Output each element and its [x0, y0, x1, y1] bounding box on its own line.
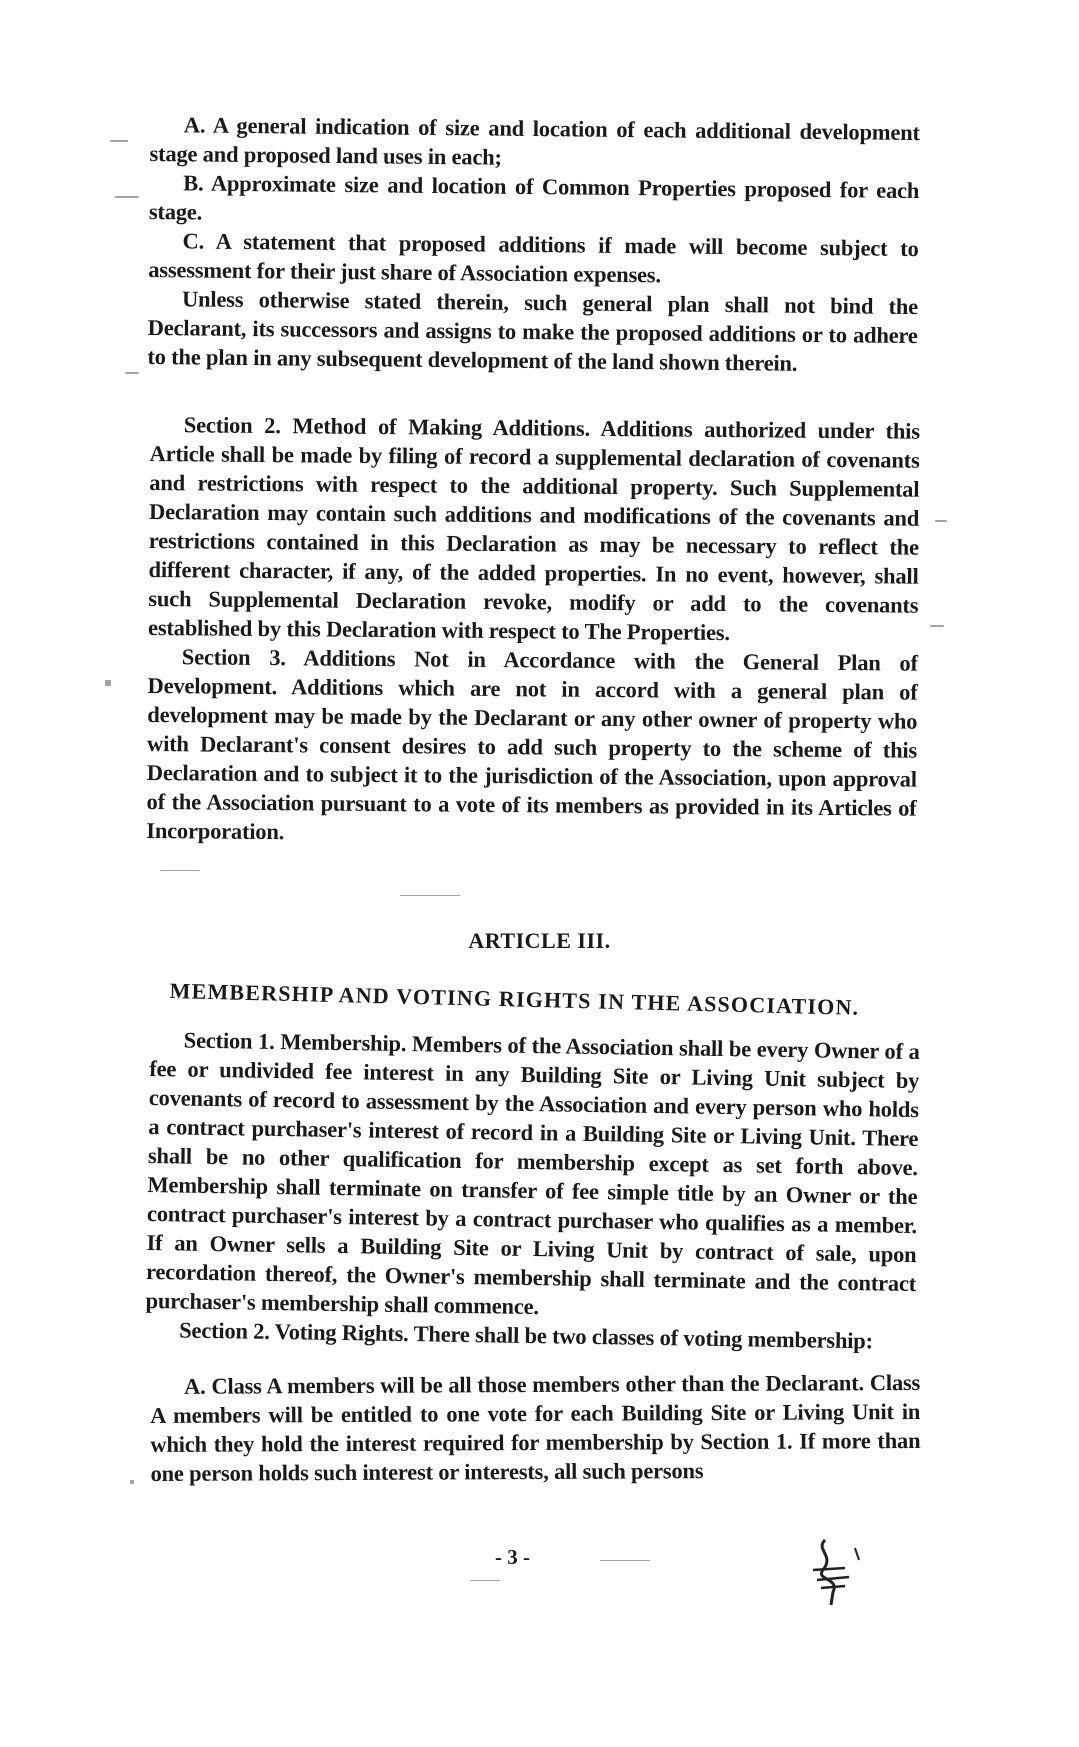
- membership-body: Members of the Association shall be every Owner of a fee or undivided fee interest in any Building Site or Living Unit subject by covenants of record to assessment by the Association and every person who holds a contract purchaser's interest of record in a Building Site or Living Unit. There shall be no other qualification for membership except as set forth above. Membership shall terminate on transfer of fee simple title by an Owner or the contract purchaser's interest by a contract purchaser who qualifies as a member. If an Owner sells a Building Site or Living Unit by contract of sale, upon recordation thereof, the Owner's membership shall terminate and the contract purchaser's membership shall commence.: [145, 1031, 920, 1320]
- scan-noise: [400, 895, 460, 896]
- article-title: MEMBERSHIP AND VOTING RIGHTS IN THE ASSOCIATION.: [169, 978, 860, 1020]
- section-3-heading: Section 3. Additions Not in Accordance with the General Plan of Development.: [147, 644, 918, 700]
- scan-noise: [110, 140, 128, 142]
- unless-paragraph: Unless otherwise stated therein, such general plan shall not bind the Declarant, its successors and assigns to make the proposed additions or to adhere to the plan in any subsequent development of the land shown therein.: [147, 286, 919, 376]
- page-number: - 3 -: [495, 1545, 530, 1569]
- section-3-body: Additions which are not in accord with a general plan of development may be made by the Declarant or any other owner of property who with Declarant's consent desires to add such property to the scheme of this Declaration and to subject it to the jurisdiction of the Association, upon approval of the Association pursuant to a vote of its members as provided in its Articles of Incorporation.: [146, 674, 918, 845]
- section-2-body: Additions authorized under this Article shall be made by filing of record a supplemental declaration of covenants and restrictions with respect to the additional property. Such Supplemental Declaration may contain such additions and modifications of the covenants and restrictions contained in this Declaration as may be necessary to reflect the different character, if any, of the added properties. In no event, however, shall such Supplemental Declaration revoke, modify or add to the covenants established by this Declaration with respect to The Properties.: [147, 415, 920, 646]
- handwritten-initials-mark: [805, 1530, 865, 1610]
- scan-noise: [600, 1560, 650, 1561]
- additions-sections-block: [146, 410, 920, 852]
- voting-heading: Section 2. Voting Rights.: [179, 1317, 409, 1347]
- scan-noise: [930, 625, 944, 627]
- section-2-paragraph: [148, 410, 920, 649]
- item-b: B. Approximate size and location of Common Properties proposed for each stage.: [148, 170, 920, 225]
- scan-noise: [935, 520, 947, 522]
- voting-body: There shall be two classes of voting membership:: [408, 1321, 874, 1354]
- plan-requirements-block: [147, 110, 920, 379]
- scan-noise: [470, 1580, 500, 1581]
- section-3-paragraph: [146, 642, 918, 852]
- scan-noise: [130, 1480, 134, 1484]
- membership-heading: Section 1. Membership.: [183, 1027, 407, 1057]
- scan-noise: [125, 372, 139, 374]
- section-2-heading: Section 2. Method of Making Additions.: [183, 412, 591, 441]
- scan-noise: [160, 870, 200, 871]
- membership-paragraph: [145, 1025, 919, 1327]
- article-heading: ARTICLE III.: [468, 928, 611, 953]
- scan-noise: [105, 680, 111, 686]
- item-c: C. A statement that proposed additions if made will become subject to assessment for their just share of Association expenses.: [148, 228, 919, 288]
- item-a: A. A general indication of size and location of each additional development stage and proposed land uses in each;: [149, 112, 920, 170]
- scan-noise: [115, 196, 139, 198]
- class-a-paragraph: A. Class A members will be all those members other than the Declarant. Class A members will be entitled to one vote for each Building Site or Living Unit in which they hold the interest required for membership by Section 1. If more than one person holds such interest or interests, all such persons: [150, 1369, 921, 1486]
- membership-block: [145, 1025, 920, 1356]
- class-a-block: [150, 1368, 921, 1488]
